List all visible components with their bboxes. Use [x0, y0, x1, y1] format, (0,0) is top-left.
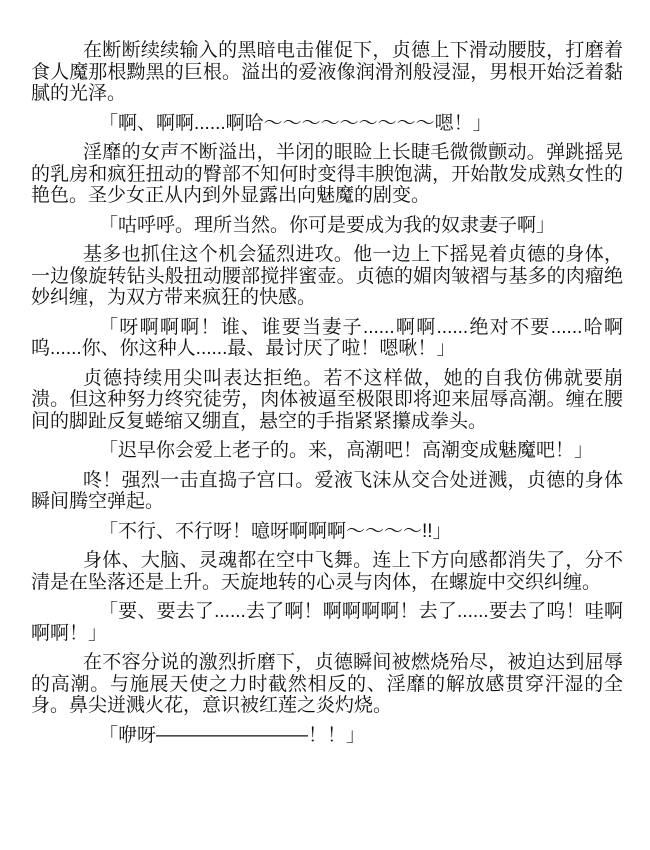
dialogue-paragraph: 「咕呼呼。理所当然。你可是要成为我的奴隶妻子啊」	[99, 214, 556, 236]
dialogue-paragraph: 「要、要去了......去了啊！啊啊啊啊！去了......要去了呜！哇啊啊啊！」	[31, 601, 623, 644]
narrative-paragraph: 基多也抓住这个机会猛烈进攻。他一边上下摇晃着贞德的身体，一边像旋转钻头般扭动腰部搅拌蜜壶。贞德的媚肉皱褶与基多的肉瘤绝妙纠缠，为双方带来疯狂的快感。	[31, 244, 623, 308]
narrative-paragraph: 在断断续续输入的黑暗电击催促下，贞德上下滑动腰肢，打磨着食人魔那根黝黑的巨根。溢出的爱液像润滑剂般浸湿，男根开始泛着黏腻的光泽。	[31, 40, 623, 104]
dialogue-paragraph: 「不行、不行呀！噫呀啊啊啊～～～～!!」	[99, 520, 452, 542]
narrative-paragraph: 在不容分说的激烈折磨下，贞德瞬间被燃烧殆尽，被迫达到屈辱的高潮。与施展天使之力时截然相反的、淫靡的解放感贯穿汗湿的全身。鼻尖迸溅火花，意识被红莲之炎灼烧。	[31, 652, 623, 716]
dialogue-paragraph: 「迟早你会爱上老子的。来，高潮吧！高潮变成魅魔吧！」	[99, 440, 594, 461]
narrative-paragraph: 淫靡的女声不断溢出，半闭的眼睑上长睫毛微微颤动。弹跳摇晃的乳房和疯狂扭动的臀部不知何时变得丰腴饱满，开始散发成熟女性的艳色。圣少女正从内到外显露出向魅魔的剧变。	[31, 142, 623, 206]
narrative-paragraph: 身体、大脑、灵魂都在空中飞舞。连上下方向感都消失了，分不清是在坠落还是上升。天旋地转的心灵与肉体，在螺旋中交织纠缠。	[31, 550, 623, 593]
dialogue-paragraph: 「咿呀————————！！」	[99, 724, 366, 746]
narrative-paragraph: 咚！强烈一击直捣子宫口。爱液飞沫从交合处迸溅，贞德的身体瞬间腾空弹起。	[31, 469, 623, 512]
dialogue-paragraph: 「呀啊啊啊！谁、谁要当妻子......啊啊......绝对不要......哈啊呜......你、你这种人......最、最讨厌了啦！嗯啾！」	[31, 316, 623, 359]
dialogue-paragraph: 「啊、啊啊......啊哈～～～～～～～～～嗯！」	[99, 112, 492, 134]
story-text-body	[31, 40, 623, 746]
narrative-paragraph: 贞德持续用尖叫表达拒绝。若不这样做，她的自我仿佛就要崩溃。但这种努力终究徒劳，肉体被逼至极限即将迎来屈辱高潮。缠在腰间的脚趾反复蜷缩又绷直，悬空的手指紧紧攥成拳头。	[31, 367, 623, 432]
